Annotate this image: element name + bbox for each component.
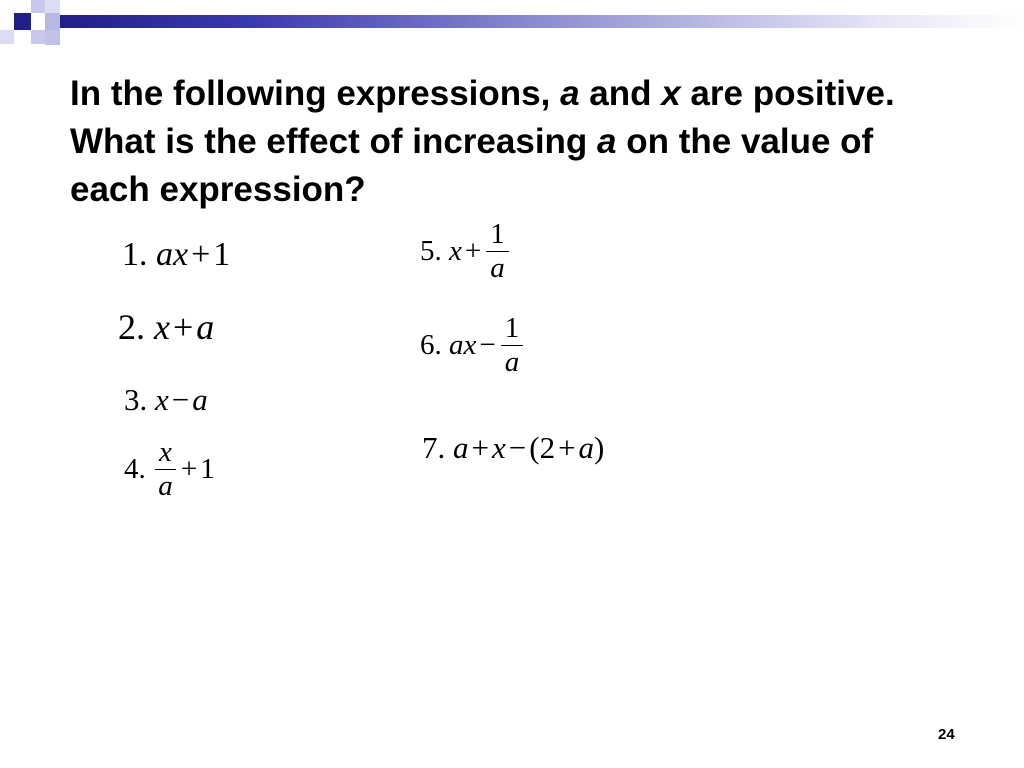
variable-x: x	[463, 329, 477, 361]
variable-x: x	[449, 235, 462, 267]
minus-sign: −	[479, 329, 496, 361]
plus-sign: +	[471, 430, 489, 465]
variable-a: a	[453, 430, 469, 465]
variable-a: a	[156, 236, 173, 273]
expression-2	[118, 306, 214, 348]
plus-sign: +	[172, 307, 194, 347]
expression-4	[124, 436, 215, 503]
title-variable: x	[661, 74, 681, 113]
variable-a: a	[449, 329, 464, 361]
variable-x: x	[491, 430, 506, 465]
decor-square-dark	[45, 30, 60, 45]
fraction-numerator: 1	[486, 218, 509, 252]
expression-number: 1.	[122, 236, 148, 273]
variable-x: x	[173, 236, 189, 273]
fraction	[486, 218, 509, 285]
expression-number: 4.	[124, 453, 146, 485]
plus-sign: +	[191, 236, 211, 273]
expression-number: 2.	[118, 307, 145, 347]
title-text: on the value of each expression?	[70, 122, 874, 209]
expression-3	[124, 382, 208, 418]
fraction-numerator: x	[155, 436, 176, 470]
expression-1	[122, 236, 230, 274]
left-paren: (	[529, 430, 540, 465]
title-text: and	[579, 74, 662, 113]
title-variable: a	[597, 122, 617, 161]
title-gradient-bar	[60, 15, 1024, 28]
expression-number: 5.	[420, 235, 442, 267]
title-text: are positive. What is the effect of increasing	[70, 74, 895, 161]
expression-number: 3.	[124, 382, 148, 417]
decor-square-light	[31, 30, 45, 44]
variable-a: a	[578, 430, 595, 465]
variable-x: x	[155, 382, 169, 417]
fraction-denominator: a	[490, 252, 505, 284]
page-number: 24	[938, 726, 955, 743]
fraction-numerator: 1	[501, 312, 524, 346]
constant-two: 2	[539, 430, 556, 465]
constant-one: 1	[213, 236, 231, 273]
expression-5	[420, 218, 511, 285]
expression-6	[420, 312, 525, 379]
variable-a: a	[192, 382, 208, 417]
minus-sign: −	[171, 382, 190, 417]
title-text: In the following expressions,	[70, 74, 561, 113]
title-variable: a	[560, 74, 580, 113]
expression-number: 7.	[422, 430, 446, 465]
right-paren: )	[594, 430, 605, 465]
variable-a: a	[196, 307, 215, 347]
fraction-denominator: a	[158, 470, 173, 502]
decor-square-dark	[14, 13, 31, 30]
slide-title	[70, 70, 950, 214]
decor-square-light	[0, 30, 14, 44]
constant-one: 1	[200, 453, 215, 485]
plus-sign: +	[464, 235, 482, 267]
decor-square-light	[31, 0, 45, 13]
fraction-denominator: a	[504, 346, 520, 378]
fraction	[155, 436, 176, 503]
expression-7	[422, 430, 604, 466]
decor-square-light	[45, 13, 60, 30]
plus-sign: +	[558, 430, 576, 465]
variable-x: x	[154, 307, 170, 347]
fraction	[501, 312, 524, 379]
expression-number: 6.	[420, 329, 442, 361]
plus-sign: +	[180, 453, 198, 485]
minus-sign: −	[508, 430, 527, 465]
